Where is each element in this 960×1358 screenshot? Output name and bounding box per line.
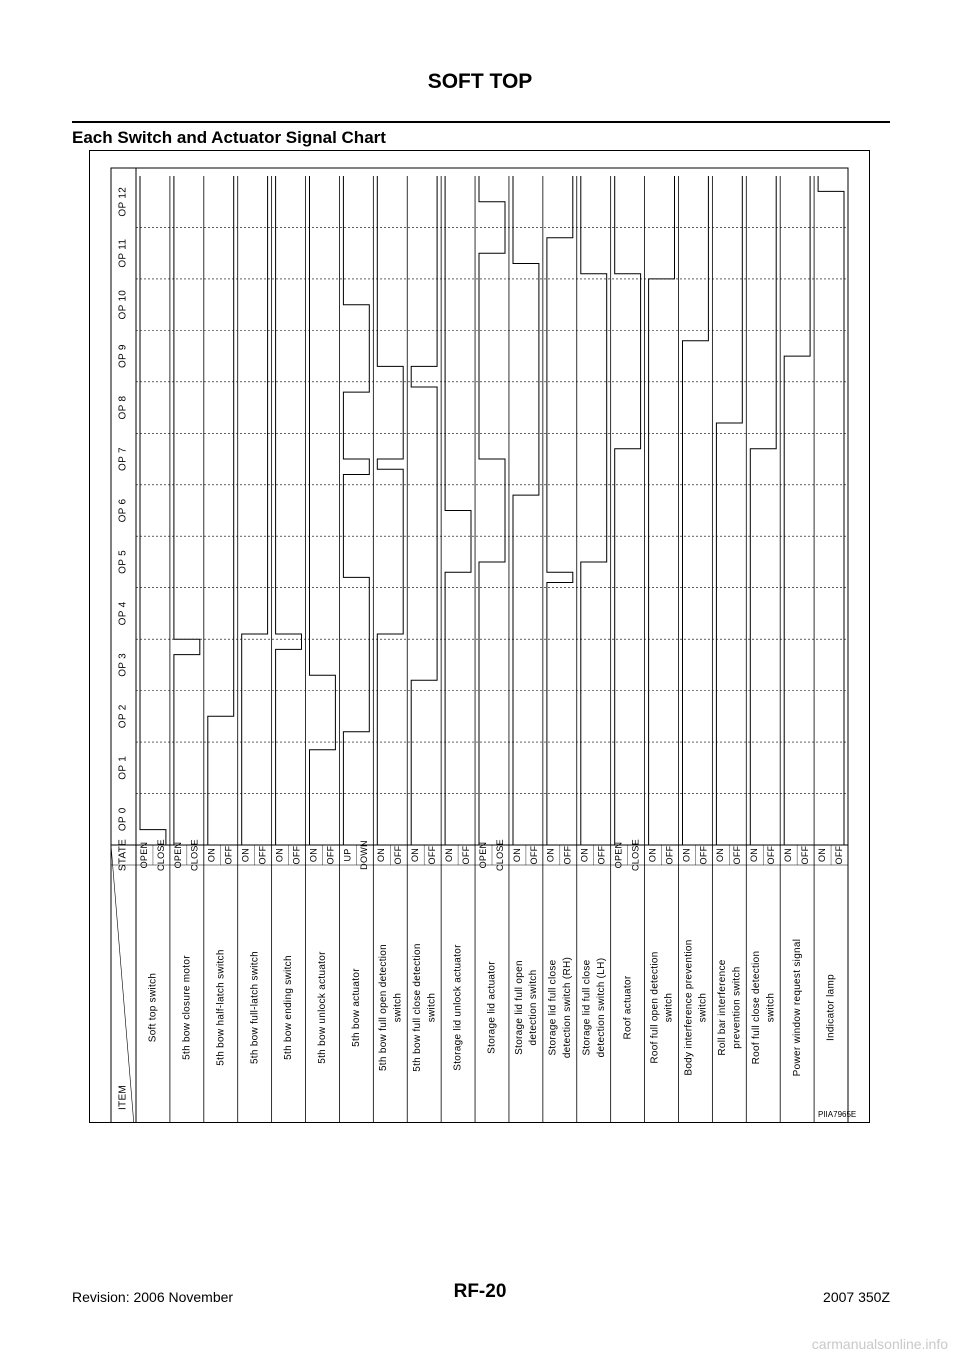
signal-trace (377, 176, 403, 845)
state-label: OFF (732, 845, 743, 865)
state-label: OFF (393, 845, 404, 865)
figure-code: PIIA7965E (818, 1110, 857, 1119)
item-label: 5th bow ending switch (283, 955, 295, 1060)
op-label: OP 9 (117, 344, 129, 369)
state-label: ON (443, 847, 454, 863)
state-label: OFF (799, 845, 810, 865)
item-label: detection switch (LH) (595, 957, 607, 1058)
header-diagonal (111, 845, 136, 1123)
signal-trace (445, 176, 471, 845)
item-label: switch (697, 992, 709, 1023)
item-header: ITEM (117, 1084, 129, 1111)
item-label: 5th bow full-latch switch (249, 950, 261, 1065)
state-label: ON (206, 847, 217, 863)
state-label: ON (274, 847, 285, 863)
state-label: OFF (833, 845, 844, 865)
item-label: Roof full close detection (751, 950, 763, 1065)
op-label: OP 4 (117, 601, 129, 626)
signal-trace (750, 176, 776, 845)
signal-trace (683, 176, 709, 845)
item-label: Power window request signal (791, 938, 803, 1077)
state-label: ON (715, 847, 726, 863)
item-label: 5th bow full open detection (378, 943, 390, 1072)
state-label: ON (376, 847, 387, 863)
state-header: STATE (117, 838, 129, 872)
state-label: CLOSE (494, 838, 505, 872)
item-label: detection switch (528, 969, 540, 1046)
header-rule (72, 121, 890, 123)
op-label: OP 3 (117, 652, 129, 677)
op-label: OP 0 (117, 807, 129, 832)
state-label: OFF (664, 845, 675, 865)
state-label: OPEN (613, 841, 624, 869)
item-label: Storage lid full open (513, 960, 525, 1055)
signal-trace (615, 176, 641, 845)
item-label: 5th bow unlock actuator (317, 951, 329, 1064)
state-label: ON (545, 847, 556, 863)
item-label: detection switch (RH) (561, 956, 573, 1059)
item-label: Roll bar interference (717, 959, 729, 1056)
watermark: carmanualsonline.info (811, 1336, 948, 1352)
section-heading: Each Switch and Actuator Signal Chart (72, 128, 386, 147)
op-label: OP 6 (117, 498, 129, 523)
op-label: OP 7 (117, 447, 129, 471)
item-label: Storage lid full close (581, 959, 593, 1056)
op-label: OP 12 (117, 186, 129, 217)
state-label: OFF (698, 845, 709, 865)
op-label: OP 10 (117, 289, 129, 320)
state-label: OPEN (477, 841, 488, 869)
signal-trace (818, 176, 844, 845)
item-label: 5th bow actuator (351, 968, 363, 1047)
state-label: OFF (223, 845, 234, 865)
state-label: ON (783, 847, 794, 863)
signal-trace (649, 176, 675, 845)
op-label: OP 5 (117, 550, 129, 574)
state-label: OFF (291, 845, 302, 865)
state-label: OFF (562, 845, 573, 865)
state-label: DOWN (359, 840, 370, 870)
footer-model: 2007 350Z (823, 1289, 890, 1305)
signal-trace (411, 176, 437, 845)
item-label: 5th bow full close detection (412, 943, 424, 1072)
op-label: OP 8 (117, 395, 129, 420)
signal-trace (310, 176, 336, 845)
item-label: prevention switch (731, 966, 743, 1049)
signal-trace (140, 176, 166, 845)
footer-revision: Revision: 2006 November (72, 1289, 234, 1305)
state-label: ON (816, 847, 827, 863)
item-label: switch (392, 992, 404, 1023)
state-label: CLOSE (630, 838, 641, 872)
signal-chart (89, 150, 870, 1123)
op-label: OP 2 (117, 704, 129, 729)
state-label: OFF (460, 845, 471, 865)
op-label: OP 1 (117, 755, 129, 780)
item-label: Soft top switch (147, 972, 159, 1043)
op-label: OP 11 (117, 238, 129, 268)
signal-trace (581, 176, 607, 845)
signal-trace (343, 176, 369, 845)
signal-trace (174, 176, 200, 845)
state-label: ON (749, 847, 760, 863)
state-label: OFF (596, 845, 607, 865)
state-label: ON (511, 847, 522, 863)
state-label: OFF (528, 845, 539, 865)
state-label: OFF (325, 845, 336, 865)
state-label: ON (681, 847, 692, 863)
item-label: Roof actuator (622, 975, 634, 1040)
item-label: Body interference prevention (683, 939, 695, 1076)
state-label: OPEN (172, 841, 183, 869)
state-label: ON (410, 847, 421, 863)
item-label: switch (765, 992, 777, 1023)
item-label: Indicator lamp (825, 973, 837, 1042)
state-label: OFF (766, 845, 777, 865)
item-label: switch (426, 992, 438, 1023)
state-label: ON (579, 847, 590, 863)
item-label: Storage lid full close (547, 959, 559, 1056)
state-label: ON (647, 847, 658, 863)
item-label: 5th bow closure motor (181, 955, 193, 1060)
state-label: CLOSE (189, 838, 200, 872)
signal-trace (242, 176, 268, 845)
signal-trace (479, 176, 505, 845)
item-label: Storage lid actuator (486, 961, 498, 1054)
state-label: OPEN (138, 841, 149, 869)
item-label: Storage lid unlock actuator (452, 944, 464, 1071)
item-label: Roof full open detection (649, 951, 661, 1064)
state-label: OFF (427, 845, 438, 865)
signal-trace (276, 176, 302, 845)
item-label: 5th bow half-latch switch (215, 949, 227, 1066)
state-label: ON (240, 847, 251, 863)
item-label: switch (663, 992, 675, 1023)
state-label: UP (342, 848, 353, 862)
signal-trace (547, 176, 573, 845)
signal-trace (513, 176, 539, 845)
signal-trace (784, 176, 810, 845)
state-label: CLOSE (155, 838, 166, 872)
state-label: ON (308, 847, 319, 863)
signal-trace (716, 176, 742, 845)
state-label: OFF (257, 845, 268, 865)
signal-trace (208, 176, 234, 845)
footer-page-number: RF-20 (453, 1281, 507, 1302)
page-title: SOFT TOP (427, 70, 533, 93)
